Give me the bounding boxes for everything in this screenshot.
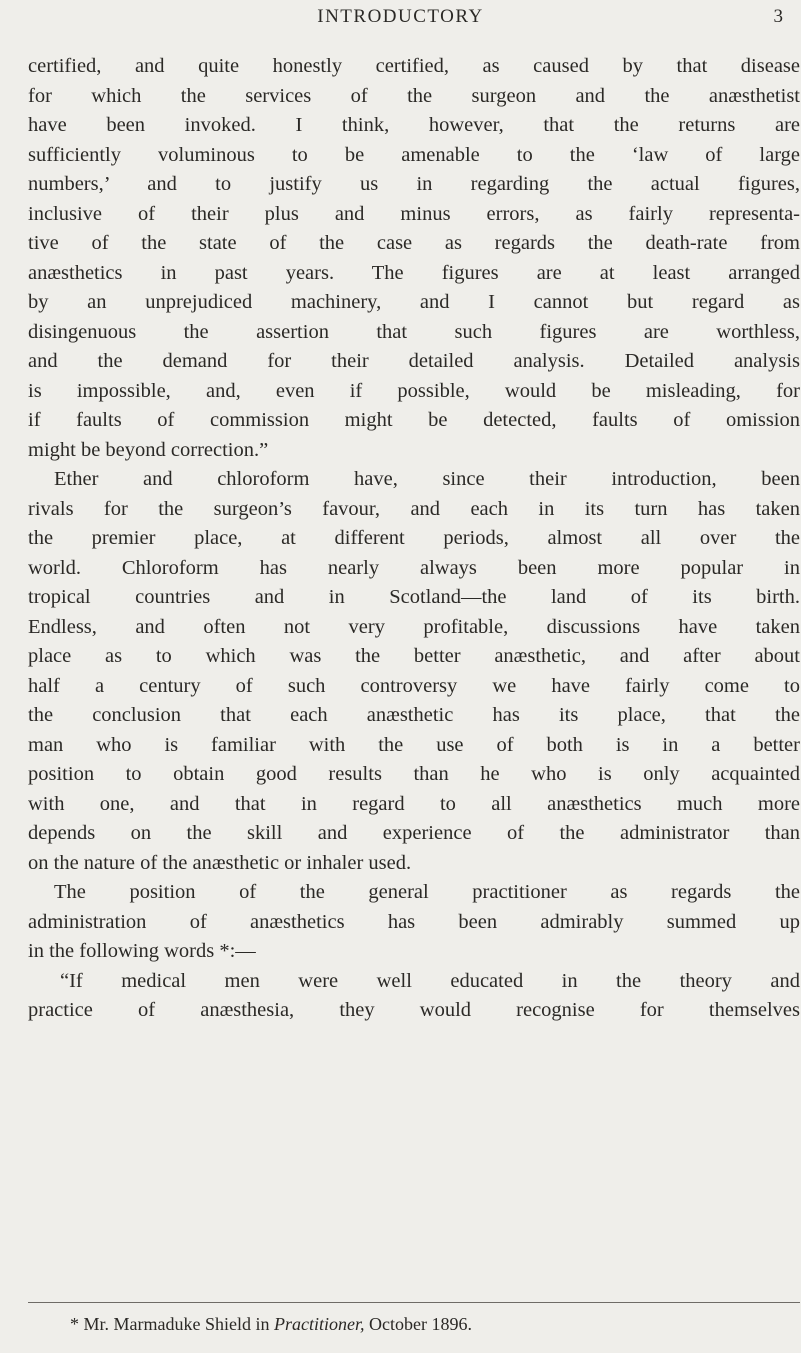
- text-line: depends on the skill and experience of the administrator than: [28, 822, 800, 844]
- text-line: disingenuous the assertion that such figures are worthless,: [28, 320, 800, 343]
- text-line: if faults of commission might be detected, faults of omission: [28, 409, 800, 431]
- text-line: numbers,’ and to justify us in regarding the actual figures,: [28, 173, 800, 195]
- text-line: administration of anæsthetics has been admirably summed up: [28, 910, 800, 933]
- running-title: INTRODUCTORY: [317, 6, 484, 27]
- text-line: certified, and quite honestly certified, as caused by that disease: [28, 55, 800, 77]
- text-line: man who is familiar with the use of both is in a better: [28, 733, 800, 756]
- footnote-journal: Practitioner,: [273, 1314, 365, 1334]
- text-line: for which the services of the surgeon and the anæsthetist: [28, 84, 800, 107]
- text-line: tropical countries and in Scotland—the land of its birth.: [28, 586, 800, 608]
- text-line: place as to which was the better anæsthetic, and after about: [28, 645, 800, 667]
- text-line: tive of the state of the case as regards the death-rate from: [28, 232, 800, 254]
- text-line: rivals for the surgeon’s favour, and each in its turn has taken: [28, 497, 800, 520]
- text-line: Endless, and often not very profitable, discussions have taken: [28, 615, 800, 638]
- text-line: with one, and that in regard to all anæsthetics much more: [28, 792, 800, 815]
- text-line: and the demand for their detailed analysis. Detailed analysis: [28, 350, 800, 372]
- footnote-prefix: * Mr. Marmaduke Shield in: [70, 1314, 274, 1334]
- paragraph-start-line: The position of the general practitioner as regards the: [54, 881, 800, 903]
- text-line: in the following words *:—: [28, 940, 256, 962]
- text-line: might be beyond correction.”: [28, 438, 269, 461]
- text-line: half a century of such controversy we have fairly come to: [28, 674, 800, 697]
- text-line: anæsthetics in past years. The figures are at least arranged: [28, 261, 800, 284]
- page-header: [0, 6, 801, 36]
- footnote-suffix: October 1896.: [364, 1314, 472, 1334]
- quotation-start-line: “If medical men were well educated in the theory and: [60, 969, 800, 992]
- text-line: position to obtain good results than he who is only acquainted: [28, 763, 800, 785]
- text-line: practice of anæsthesia, they would recognise for themselves: [28, 999, 800, 1021]
- text-line: have been invoked. I think, however, that the returns are: [28, 114, 800, 136]
- page-number: 3: [773, 6, 783, 27]
- text-line: is impossible, and, even if possible, would be misleading, for: [28, 379, 800, 402]
- text-line: the premier place, at different periods, almost all over the: [28, 527, 800, 549]
- text-line: sufficiently voluminous to be amenable to the ‘law of large: [28, 143, 800, 166]
- body-text: [28, 52, 800, 1026]
- text-line: by an unprejudiced machinery, and I cannot but regard as: [28, 291, 800, 313]
- paragraph-start-line: Ether and chloroform have, since their introduction, been: [54, 468, 800, 490]
- text-line: inclusive of their plus and minus errors, as fairly representa-: [28, 202, 800, 225]
- text-line: the conclusion that each anæsthetic has its place, that the: [28, 704, 800, 726]
- footnote: [70, 1314, 472, 1335]
- text-line: world. Chloroform has nearly always been more popular in: [28, 556, 800, 579]
- footnote-divider: [28, 1302, 800, 1303]
- text-line: on the nature of the anæsthetic or inhaler used.: [28, 851, 412, 874]
